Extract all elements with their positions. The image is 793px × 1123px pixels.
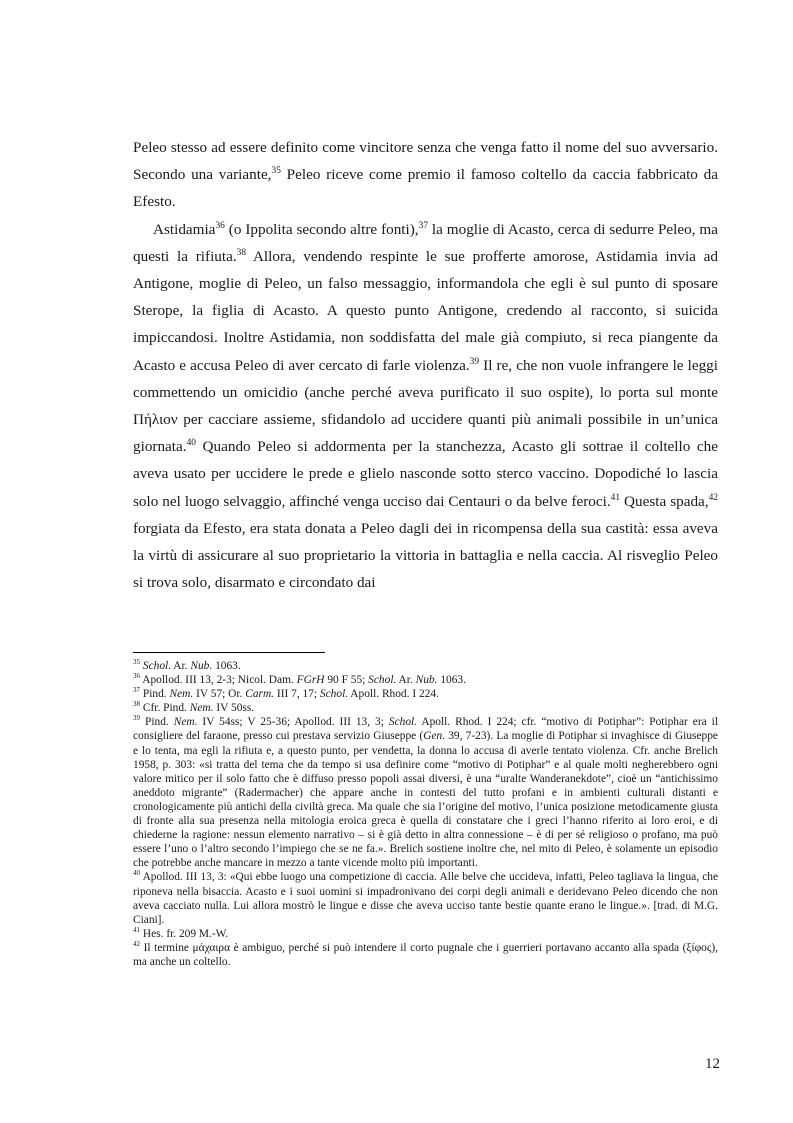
paragraph-text: la moglie di Acasto, cerca di sedurre Peleo, ma questi la rifiuta. (133, 220, 718, 265)
footnote-ref: 36 (215, 220, 225, 231)
footnote (133, 927, 718, 941)
paragraph-text: Quando Peleo si addormenta per la stanchezza, Acasto gli sottrae il coltello che aveva usato per uccidere le prede e glielo nasconde sotto sterco vaccino. Dopodiché lo lascia solo nel luogo selvaggio, affinché venga ucciso dai Centauri o da belve feroci. (133, 438, 718, 510)
paragraph-text: Il re, che non vuole infrangere le leggi commettendo un omicidio (anche perché aveva purificato il suo ospite), lo porta sul monte Πήλιον per cacciare assieme, sfidandolo ad uccidere quanti più animali possibile in un’unica giornata. (133, 356, 718, 456)
footnote-ref: 42 (708, 492, 718, 503)
footnote-text: Pind. (142, 688, 170, 701)
footnote (133, 701, 718, 715)
footnote-italic: Nub. (415, 674, 438, 687)
footnote-number: 41 (133, 925, 141, 934)
footnote (133, 941, 718, 969)
paragraph-text: Astidamia (153, 220, 216, 238)
paragraph-text: (o Ippolita secondo altre fonti), (224, 220, 419, 238)
footnote-number: 36 (133, 672, 141, 681)
footnote (133, 659, 718, 673)
paragraph-text: Questa spada, (620, 492, 709, 510)
page-number: 12 (705, 1056, 720, 1072)
footnote-italic: Schol. (368, 674, 397, 687)
footnote-italic: Carm. (245, 688, 275, 701)
footnote-number: 38 (133, 700, 141, 709)
paragraph-text: Peleo riceve come premio il famoso coltello da caccia fabbricato da Efesto. (133, 166, 718, 211)
footnote-text: IV 50ss. (213, 702, 255, 715)
footnote-number: 39 (133, 714, 141, 723)
footnote-text: IV 54ss; V 25-36; Apollod. III 13, 3; (197, 716, 389, 729)
footnote-number: 42 (133, 940, 141, 949)
footnote-text: Apollod. III 13, 3: «Qui ebbe luogo una competizione di caccia. Alle belve che uccideva, infatti, Peleo tagliava la lingua, che riponeva nella bisaccia. Acasto e i suoi uomini si impadronivano dei corpi degli animali e deridevano Peleo dicendo che non aveva cacciato nulla. Lui allora mostrò le lingue e disse che aveva ucciso tante bestie quante erano le lingue.». [trad. di M.G. Ciani]. (133, 871, 718, 926)
footnote-text: Cfr. Pind. (142, 702, 190, 715)
footnote-italic: FGrH (296, 674, 325, 687)
footnote-text: Apoll. Rhod. I 224. (348, 688, 439, 701)
footnote-text: Ar. (171, 660, 191, 672)
footnote-ref: 41 (610, 492, 621, 503)
footnote-ref: 39 (469, 356, 480, 367)
footnote (133, 673, 718, 687)
footnote-text: Hes. fr. 209 M.-W. (142, 927, 229, 940)
footnote-number: 37 (133, 686, 141, 695)
footnote-text: 90 F 55; (324, 674, 369, 687)
footnote-number: 35 (133, 658, 141, 667)
footnote-ref: 37 (418, 220, 429, 231)
footnote-italic: Schol. (319, 688, 349, 701)
footnote-italic: Nub. (190, 660, 213, 672)
footnote-text: III 7, 17; (274, 688, 320, 701)
footnote-text: Pind. (145, 716, 174, 729)
footnote-text: IV 57; Or. (193, 688, 246, 701)
body-text (133, 134, 718, 596)
footnote (133, 687, 718, 701)
footnote (133, 715, 718, 870)
footnote-text: 1063. (437, 674, 466, 687)
body-paragraph (133, 134, 718, 216)
footnote-ref: 35 (271, 166, 281, 177)
footnote (133, 870, 718, 926)
footnote-italic: Gen. (423, 730, 446, 743)
footnote-separator (133, 652, 325, 653)
footnote-number: 40 (133, 869, 141, 878)
footnote-italic: Nem. (189, 702, 214, 715)
footnote-text: Ar. (396, 674, 416, 687)
paragraph-text: forgiata da Efesto, era stata donata a Peleo dagli dei in ricompensa della sua castità: essa aveva la virtù di assicurare al suo proprietario la vittoria in battaglia e nella caccia. Al risveglio Peleo si trova solo, disarmato e circondato dai (133, 519, 718, 592)
paragraph-text: Peleo stesso ad essere definito come vincitore senza che venga fatto il nome del suo avversario. Secondo una variante, (133, 139, 718, 184)
footnote-ref: 38 (236, 247, 247, 258)
footnotes (133, 659, 718, 969)
footnote-italic: Schol. (388, 716, 418, 729)
body-paragraph (133, 216, 718, 597)
footnote-italic: Nem. (169, 688, 194, 701)
footnote-text: 1063. (212, 660, 241, 672)
footnote-ref: 40 (186, 438, 196, 449)
footnote-italic: Schol. (142, 660, 172, 672)
footnote-text: 39, 7-23). La moglie di Potiphar si invaghisce di Giuseppe e lo tenta, ma egli la rifiuta e, a questo punto, per vendetta, la donna lo accusa di averle tentato violenza. Cfr. anche Brelich 1958, p. 303: «si tratta del tema che da tempo si usa definire come “motivo di Potiphar” e al quale molti negherebbero ogni valore mitico per il solo fatto che è diffuso presso popoli assai diversi, è una “uralte Wanderanekdote”, cioè un “antichissimo aneddoto migrante” (Radermacher) che appare anche in contesti del tutto profani e in ambienti culturali distanti e cronologicamente più antichi della civiltà greca. Ma quale che sia l’origine del motivo, l’unica posizione metodicamente giusta di fronte alla sua presenza nella mitologia eroica greca è quella di constatare che i greci l’hanno riferito ai loro eroi, e di chiederne la ragione: nessun elemento narrativo – si è già detto in altra connessione – è di per sé religioso o profano, ma può essere l’uno o l’altro secondo l’impiego che se ne fa.». Brelich sostiene inoltre che, nel mito di Peleo, è solamente un episodio che potrebbe anche mancare in mezzo a tante vicende molto più importanti. (133, 730, 718, 870)
footnote-italic: Nem. (173, 716, 198, 729)
footnote-text: Apoll. Rhod. I 224; cfr. “motivo di Potiphar”: Potiphar era il consigliere del faraone, presso cui prestava servizio Giuseppe ( (133, 716, 718, 743)
paragraph-text: Allora, vendendo respinte le sue profferte amorose, Astidamia invia ad Antigone, moglie di Peleo, un falso messaggio, informandola che egli è sul punto di sposare Sterope, la figlia di Acasto. A questo punto Antigone, credendo al racconto, si suicida impiccandosi. Inoltre Astidamia, non soddisfatta del male già compiuto, si reca piangente da Acasto e accusa Peleo di aver cercato di farle violenza. (133, 247, 718, 374)
footnote-text: Il termine μάχαιρα è ambiguo, perché si può intendere il corto pugnale che i guerrieri portavano accanto alla spada (ξίφος), ma anche un coltello. (133, 941, 718, 968)
footnote-text: Apollod. III 13, 2-3; Nicol. Dam. (142, 674, 297, 687)
